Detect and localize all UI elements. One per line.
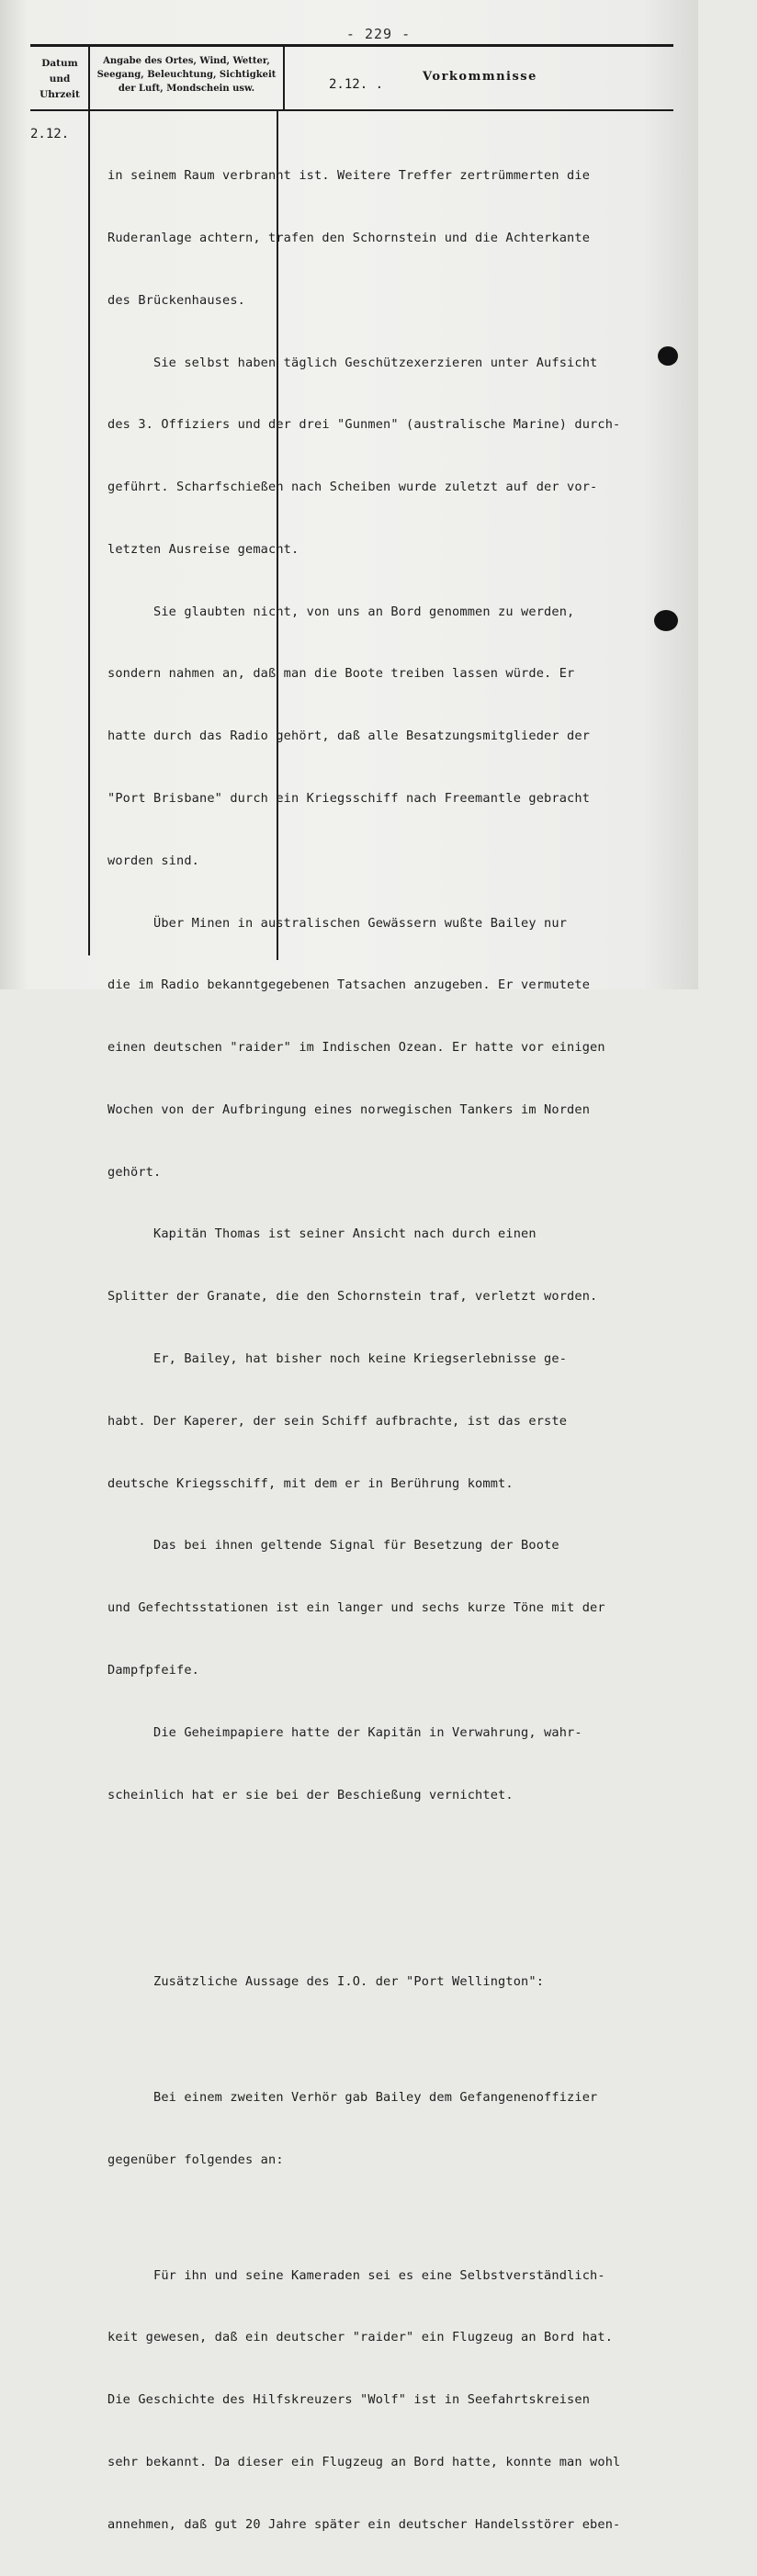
text-line: hatte durch das Radio gehört, daß alle Besatzungsmitglieder der bbox=[107, 729, 591, 744]
text-line: und Gefechtsstationen ist ein langer und sechs kurze Töne mit der bbox=[107, 1600, 605, 1616]
text-line: gegenüber folgendes an: bbox=[107, 2152, 284, 2167]
header-date: 2.12. . bbox=[329, 77, 384, 92]
blank-line bbox=[107, 2211, 686, 2223]
text-line: "Port Brisbane" durch ein Kriegsschiff nach Freemantle gebracht bbox=[107, 791, 591, 806]
column-divider-1 bbox=[88, 46, 90, 955]
text-line: geführt. Scharfschießen nach Scheiben wurde zuletzt auf der vor- bbox=[107, 480, 598, 495]
text-line: habt. Der Kaperer, der sein Schiff aufbrachte, ist das erste bbox=[107, 1413, 568, 1429]
text-line: des 3. Offiziers und der drei "Gunmen" (australische Marine) durch- bbox=[107, 417, 621, 433]
header-date-time: Datum und Uhrzeit bbox=[40, 58, 80, 100]
text-line: Über Minen in australischen Gewässern wußte Bailey nur bbox=[107, 915, 568, 931]
blank-line bbox=[107, 1847, 686, 1868]
text-line: einen deutschen "raider" im Indischen Ozean. Er hatte vor einigen bbox=[107, 1040, 605, 1056]
text-line: die im Radio bekanntgegebenen Tatsachen anzugeben. Er vermutete bbox=[107, 977, 591, 993]
text-line: annehmen, daß gut 20 Jahre später ein deutscher Handelsstörer eben- bbox=[107, 2516, 621, 2532]
text-line: Für ihn und seine Kameraden sei es eine Selbstverständlich- bbox=[107, 2267, 605, 2283]
text-line: sondern nahmen an, daß man die Boote treiben lassen würde. Er bbox=[107, 666, 575, 682]
text-line: Sie selbst haben täglich Geschützexerzieren unter Aufsicht bbox=[107, 355, 598, 370]
text-line: Die Geschichte des Hilfskreuzers "Wolf" ist in Seefahrtskreisen bbox=[107, 2392, 591, 2408]
text-line: Wochen von der Aufbringung eines norwegischen Tankers im Norden bbox=[107, 1102, 591, 1117]
header-bottom-rule bbox=[30, 109, 673, 111]
blank-line bbox=[107, 1909, 686, 1930]
text-line: Dampfpfeife. bbox=[107, 1662, 200, 1678]
section-heading: Zusätzliche Aussage des I.O. der "Port Wellington": bbox=[107, 1973, 545, 1989]
text-line: scheinlich hat er sie bei der Beschießung vernichtet. bbox=[107, 1787, 514, 1802]
text-line: Bei einem zweiten Verhör gab Bailey dem Gefangenenoffizier bbox=[107, 2089, 598, 2105]
text-line: Er, Bailey, hat bisher noch keine Kriegserlebnisse ge- bbox=[107, 1351, 568, 1367]
row-date: 2.12. bbox=[30, 127, 70, 141]
header-events: Vorkommnisse bbox=[423, 70, 537, 84]
text-line: Splitter der Granate, die den Schornstein traf, verletzt worden. bbox=[107, 1289, 598, 1305]
text-line: des Brückenhauses. bbox=[107, 292, 246, 308]
text-line: Die Geheimpapiere hatte der Kapitän in Verwahrung, wahr- bbox=[107, 1724, 582, 1740]
text-line: Ruderanlage achtern, trafen den Schornstein und die Achterkante bbox=[107, 230, 591, 245]
text-line: Kapitän Thomas ist seiner Ansicht nach durch einen bbox=[107, 1226, 537, 1242]
text-line: Das bei ihnen geltende Signal für Besetzung der Boote bbox=[107, 1538, 559, 1554]
header-top-rule bbox=[30, 44, 673, 47]
text-line: worden sind. bbox=[107, 853, 200, 868]
text-line: in seinem Raum verbrannt ist. Weitere Treffer zertrümmerten die bbox=[107, 168, 591, 184]
blank-line bbox=[107, 2034, 686, 2046]
text-line: sehr bekannt. Da dieser ein Flugzeug an Bord hatte, konnte man wohl bbox=[107, 2454, 621, 2469]
header-location-weather: Angabe des Ortes, Wind, Wetter, Seegang, Beleuchtung, Sichtigkeit der Luft, Mondschein usw. bbox=[96, 56, 277, 94]
punch-hole-mark bbox=[654, 610, 678, 631]
text-line: gehört. bbox=[107, 1164, 162, 1180]
punch-hole-mark bbox=[658, 346, 678, 366]
text-line: keit gewesen, daß ein deutscher "raider" ein Flugzeug an Bord hat. bbox=[107, 2330, 614, 2345]
page-number: - 229 - bbox=[345, 26, 412, 42]
text-line: Sie glaubten nicht, von uns an Bord genommen zu werden, bbox=[107, 604, 575, 619]
text-line: letzten Ausreise gemacht. bbox=[107, 541, 299, 557]
text-line: deutsche Kriegsschiff, mit dem er in Berührung kommt. bbox=[107, 1475, 514, 1491]
log-body-text bbox=[107, 124, 686, 2576]
column-divider-2 bbox=[283, 46, 285, 110]
